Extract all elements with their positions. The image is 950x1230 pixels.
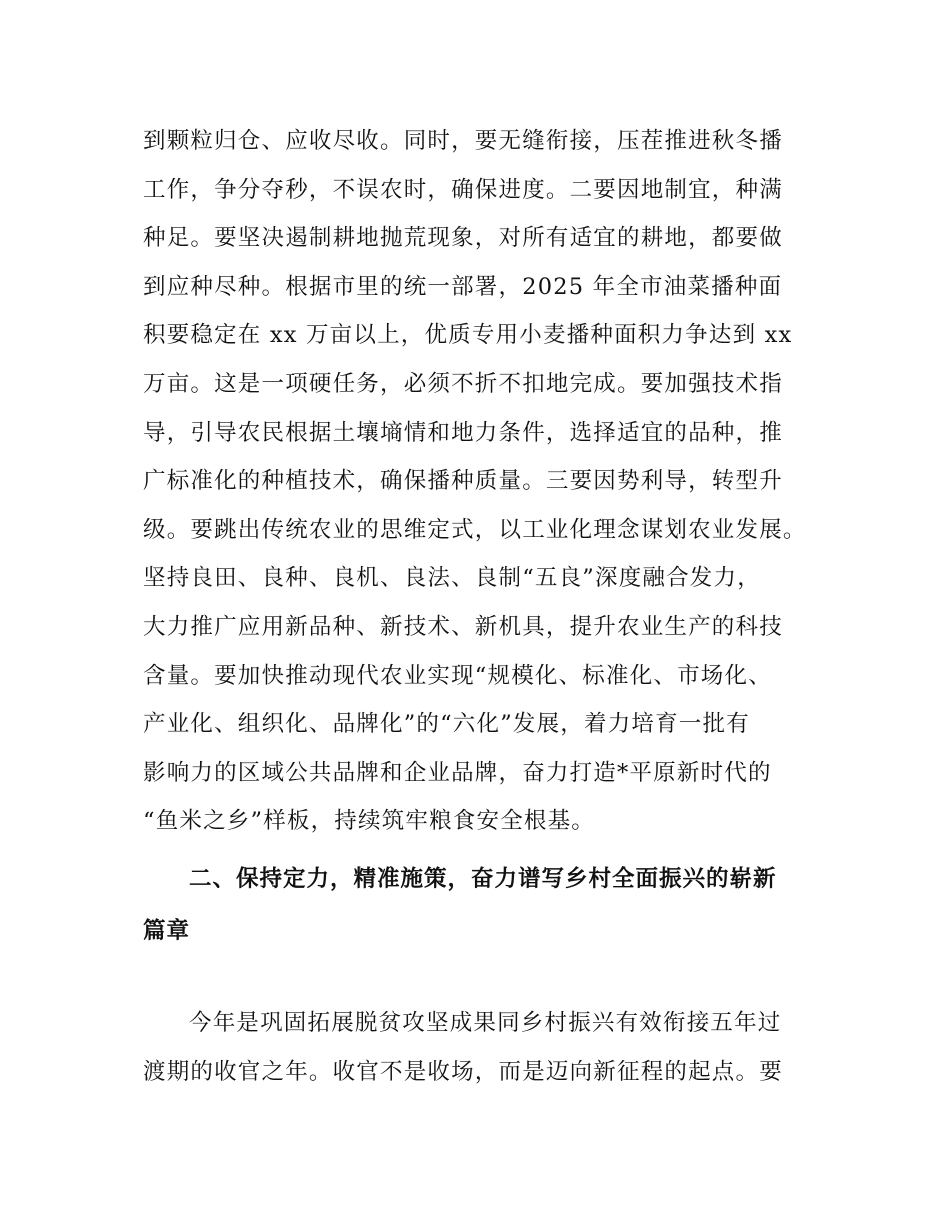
text-line: 渡期的收官之年。收官不是收场，而是迈向新征程的起点。要 bbox=[143, 1058, 783, 1085]
text-line: 工作，争分夺秒，不误农时，确保进度。二要因地制宜，种满 bbox=[143, 176, 783, 203]
text-line: 坚持良田、良种、良机、良法、良制“五良”深度融合发力， bbox=[143, 565, 761, 592]
text-line: 积要稳定在 xx 万亩以上，优质专用小麦播种面积力争达到 xx bbox=[143, 322, 793, 349]
text-line: 今年是巩固拓展脱贫攻坚成果同乡村振兴有效衔接五年过 bbox=[189, 1010, 782, 1036]
text-line: 级。要跳出传统农业的思维定式，以工业化理念谋划农业发展。 bbox=[143, 516, 807, 543]
section-heading bbox=[143, 853, 843, 957]
body-paragraph-1 bbox=[143, 117, 843, 846]
heading-line: 篇章 bbox=[143, 918, 191, 944]
body-paragraph-2 bbox=[143, 999, 843, 1096]
text-line: 广标准化的种植技术，确保播种质量。三要因势利导，转型升 bbox=[143, 468, 783, 495]
text-line: 到颗粒归仓、应收尽收。同时，要无缝衔接，压茬推进秋冬播 bbox=[143, 128, 783, 154]
text-line: 大力推广应用新品种、新技术、新机具，提升农业生产的科技 bbox=[143, 613, 783, 640]
text-line: “鱼米之乡”样板，持续筑牢粮食安全根基。 bbox=[143, 808, 596, 835]
text-line: 影响力的区域公共品牌和企业品牌，奋力打造*平原新时代的 bbox=[143, 759, 772, 786]
heading-line: 二、保持定力，精准施策，奋力谱写乡村全面振兴的崭新 bbox=[189, 866, 777, 892]
text-line: 含量。要加快推动现代农业实现“规模化、标准化、市场化、 bbox=[143, 662, 772, 689]
text-line: 产业化、组织化、品牌化”的“六化”发展，着力培育一批有 bbox=[143, 711, 750, 738]
text-line: 种足。要坚决遏制耕地抛荒现象，对所有适宜的耕地，都要做 bbox=[143, 225, 783, 252]
text-line: 到应种尽种。根据市里的统一部署，2025 年全市油菜播种面 bbox=[143, 273, 783, 300]
text-line: 导，引导农民根据土壤墒情和地力条件，选择适宜的品种，推 bbox=[143, 419, 783, 446]
text-line: 万亩。这是一项硬任务，必须不折不扣地完成。要加强技术指 bbox=[143, 370, 783, 397]
